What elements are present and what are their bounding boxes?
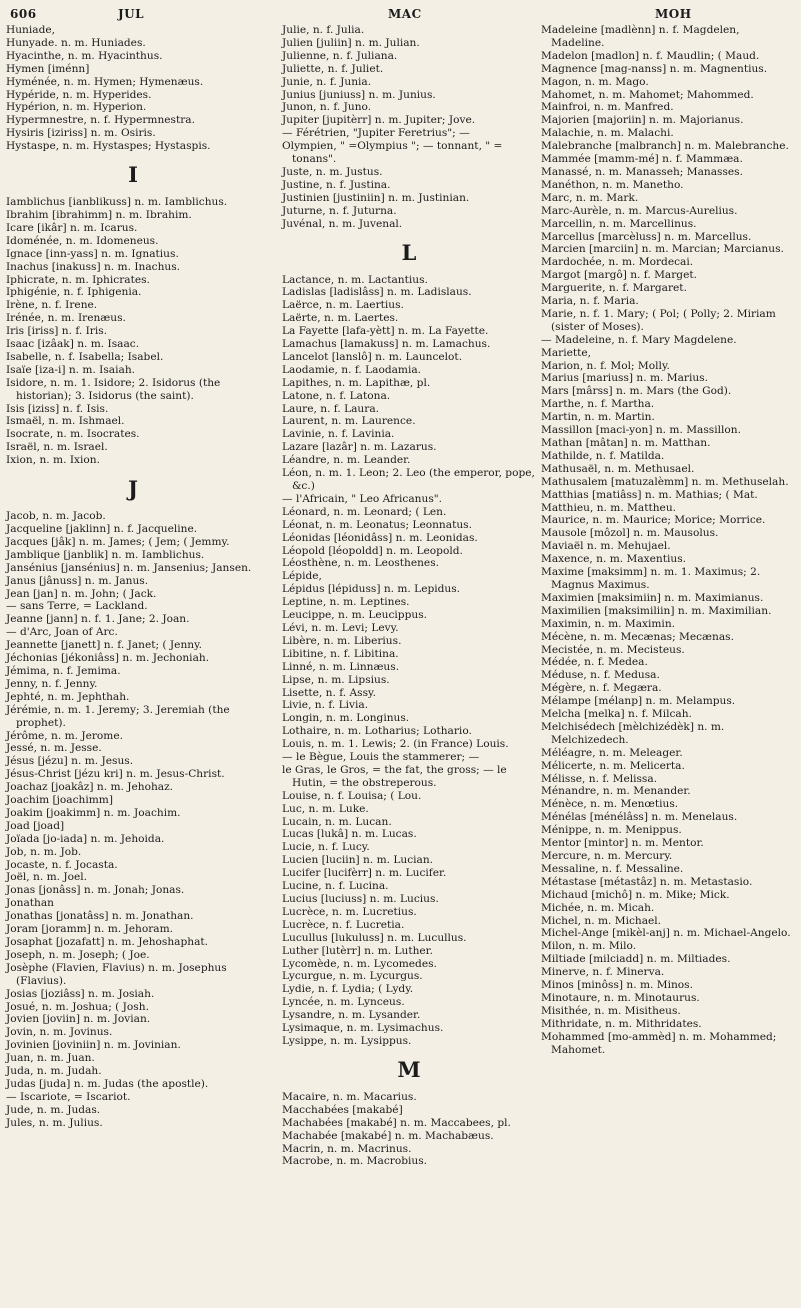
dictionary-entry: Melcha [melka] n. f. Milcah. xyxy=(541,708,692,721)
dictionary-entry: Mathusalem [matuzalèmm] n. m. Methuselah. xyxy=(541,475,789,488)
dictionary-entry: Miltiade [milciadd] n. m. Miltiades. xyxy=(541,953,731,966)
dictionary-entry: Isaac [izâak] n. m. Isaac. xyxy=(6,338,140,351)
dictionary-entry: Jamblique [janblik] n. m. Iamblichus. xyxy=(6,548,205,561)
dictionary-entry: — d'Arc, Joan of Arc. xyxy=(6,626,118,639)
dictionary-entry: Janus [jânuss] n. m. Janus. xyxy=(6,574,149,587)
dictionary-entry: Michel-Ange [mikèl-anj] n. m. Michael-Angelo. xyxy=(541,927,791,940)
dictionary-entry: Métastase [métastâz] n. m. Metastasio. xyxy=(541,875,753,888)
dictionary-entry: Mélampe [mélanp] n. m. Melampus. xyxy=(541,695,736,708)
dictionary-entry: Luc, n. m. Luke. xyxy=(282,802,369,815)
page-number: 606 xyxy=(10,7,37,21)
dictionary-entry: Latone, n. f. Latona. xyxy=(282,389,391,402)
dictionary-entry: Ignace [inn-yass] n. m. Ignatius. xyxy=(6,247,179,260)
dictionary-entry: Jeannette [janett] n. f. Janet; ( Jenny. xyxy=(6,639,203,652)
dictionary-entry: — sans Terre, = Lackland. xyxy=(6,600,148,613)
dictionary-entry: Jeanne [jann] n. f. 1. Jane; 2. Joan. xyxy=(6,613,190,626)
dictionary-entry: Mathan [mâtan] n. m. Matthan. xyxy=(541,437,711,449)
dictionary-entry: Mausole [môzol] n. m. Mausolus. xyxy=(541,527,719,540)
dictionary-entry: Minos [minôss] n. m. Minos. xyxy=(541,979,693,992)
dictionary-entry: Lucien [luciin] n. m. Lucian. xyxy=(282,854,434,867)
dictionary-entry: Lépidus [lépiduss] n. m. Lepidus. xyxy=(282,583,461,596)
dictionary-entry: Jéchonias [jékoniâss] n. m. Jechoniah. xyxy=(6,652,210,665)
dictionary-entry: Léopold [léopoldd] n. m. Leopold. xyxy=(282,544,463,557)
dictionary-entry: Maurice, n. m. Maurice; Morice; Morrice. xyxy=(541,514,766,527)
dictionary-entry: Josué, n. m. Joshua; ( Josh. xyxy=(6,1000,149,1013)
dictionary-entry: Jenny, n. f. Jenny. xyxy=(6,677,98,690)
dictionary-entry: Jacqueline [jaklinn] n. f. Jacqueline. xyxy=(6,523,198,535)
dictionary-entry: Léonat, n. m. Leonatus; Leonnatus. xyxy=(282,518,472,531)
dictionary-entry: Juda, n. m. Judah. xyxy=(6,1065,102,1078)
dictionary-entry: Mammée [mamm-mé] n. f. Mammæa. xyxy=(541,153,743,166)
dictionary-entry: Julie, n. f. Julia. xyxy=(282,24,365,36)
dictionary-entry: Maximien [maksimiin] n. m. Maximianus. xyxy=(541,591,764,604)
dictionary-entry: Judas [juda] n. m. Judas (the apostle). xyxy=(6,1077,209,1090)
dictionary-entry: Marc-Aurèle, n. m. Marcus-Aurelius. xyxy=(541,204,738,217)
dictionary-entry: Malebranche [malbranch] n. m. Malebranche. xyxy=(541,140,789,153)
dictionary-entry: Mégère, n. f. Megæra. xyxy=(541,682,662,695)
dictionary-entry: Josaphat [jozafatt] n. m. Jehoshaphat. xyxy=(6,936,209,948)
dictionary-entry: Inachus [inakuss] n. m. Inachus. xyxy=(6,260,181,273)
dictionary-entry: Jérémie, n. m. 1. Jeremy; 3. Jeremiah (the prophet). xyxy=(6,703,230,729)
dictionary-entry: Magnence [mag-nanss] n. m. Magnentius. xyxy=(541,62,768,75)
dictionary-entry: Jérôme, n. m. Jerome. xyxy=(6,729,123,742)
dictionary-entry: Lévi, n. m. Levi; Levy. xyxy=(282,621,399,634)
dictionary-entry: Mainfroi, n. m. Manfred. xyxy=(541,101,674,114)
dictionary-entry: Jules, n. m. Julius. xyxy=(6,1116,103,1129)
dictionary-entry: Mohammed [mo-ammèd] n. m. Mohammed; Mahomet. xyxy=(541,1030,777,1056)
dictionary-entry: Jean [jan] n. m. John; ( Jack. xyxy=(6,587,157,600)
column-left xyxy=(6,24,260,1130)
dictionary-entry: Joram [joramm] n. m. Jehoram. xyxy=(6,923,174,936)
dictionary-entry: Jésus-Christ [jézu kri] n. m. Jesus-Christ. xyxy=(6,768,225,781)
dictionary-entry: Lysippe, n. m. Lysippus. xyxy=(282,1034,412,1047)
dictionary-entry: Lucain, n. m. Lucan. xyxy=(282,815,392,828)
dictionary-entry: Marcellin, n. m. Marcellinus. xyxy=(541,217,697,230)
dictionary-entry: Jonas [jonâss] n. m. Jonah; Jonas. xyxy=(6,884,185,897)
dictionary-entry: Laërte, n. m. Laertes. xyxy=(282,312,399,325)
dictionary-entry: Mélisse, n. f. Melissa. xyxy=(541,772,658,785)
dictionary-entry: Jonathas [jonatâss] n. m. Jonathan. xyxy=(6,910,194,923)
dictionary-entry: Macrobe, n. m. Macrobius. xyxy=(282,1155,427,1168)
dictionary-entry: Jacob, n. m. Jacob. xyxy=(6,510,106,523)
dictionary-entry: Mentor [mintor] n. m. Mentor. xyxy=(541,837,704,850)
dictionary-entry: Majorien [majoriin] n. m. Majorianus. xyxy=(541,114,744,127)
dictionary-entry: Josèphe (Flavien, Flavius) n. m. Josephus (Flavius). xyxy=(6,961,227,987)
dictionary-entry: Hypermnestre, n. f. Hypermnestra. xyxy=(6,114,195,127)
dictionary-entry: Jessé, n. m. Jesse. xyxy=(6,742,102,755)
dictionary-entry: Marc, n. m. Mark. xyxy=(541,191,639,204)
dictionary-entry: Jude, n. m. Judas. xyxy=(6,1103,101,1116)
dictionary-entry: La Fayette [lafa-yètt] n. m. La Fayette. xyxy=(282,325,489,338)
dictionary-entry: Iphicrate, n. m. Iphicrates. xyxy=(6,273,150,286)
dictionary-entry: Jupiter [jupitèrr] n. m. Jupiter; Jove. xyxy=(282,114,476,127)
dictionary-entry: Lamachus [lamakuss] n. m. Lamachus. xyxy=(282,338,491,351)
dictionary-entry: Iamblichus [ianblikuss] n. m. Iamblichus. xyxy=(6,196,228,209)
dictionary-entry: Lucius [luciuss] n. m. Lucius. xyxy=(282,893,439,905)
dictionary-entry: Mardochée, n. m. Mordecai. xyxy=(541,256,694,269)
dictionary-entry: Lépide, xyxy=(282,570,322,583)
dictionary-entry: Leptine, n. m. Leptines. xyxy=(282,596,410,609)
dictionary-entry: Lucie, n. f. Lucy. xyxy=(282,841,370,854)
dictionary-entry: Lancelot [lanslô] n. m. Launcelot. xyxy=(282,350,463,363)
dictionary-entry: Mécène, n. m. Mecænas; Mecænas. xyxy=(541,630,734,643)
dictionary-entry: Linné, n. m. Linnæus. xyxy=(282,660,400,673)
dictionary-entry: Mahomet, n. m. Mahomet; Mahommed. xyxy=(541,88,754,101)
dictionary-entry: Messaline, n. f. Messaline. xyxy=(541,862,684,875)
dictionary-entry: Mars [mârss] n. m. Mars (the God). xyxy=(541,385,732,398)
section-letter: M xyxy=(397,1056,421,1082)
dictionary-entry: Léosthène, n. m. Leosthenes. xyxy=(282,557,439,570)
dictionary-entry: — Férétrien, "Jupiter Feretrius"; — xyxy=(282,127,470,140)
section-letter: I xyxy=(128,162,138,188)
dictionary-entry: Idoménée, n. m. Idomeneus. xyxy=(6,234,159,247)
dictionary-entry: Joad [joad] xyxy=(6,819,65,832)
column-right xyxy=(541,24,796,1057)
dictionary-entry: Jésus [jézu] n. m. Jesus. xyxy=(6,755,134,768)
dictionary-entry: Marcellus [marcèluss] n. m. Marcellus. xyxy=(541,230,752,243)
dictionary-entry: Mariette, xyxy=(541,346,592,359)
dictionary-entry: Justine, n. f. Justina. xyxy=(282,178,391,191)
dictionary-entry: Léon, n. m. 1. Leon; 2. Leo (the emperor, pope, &c.) xyxy=(282,467,535,492)
dictionary-entry: Méléagre, n. m. Meleager. xyxy=(541,746,683,759)
dictionary-entry: Léonidas [léonidâss] n. m. Leonidas. xyxy=(282,531,478,544)
dictionary-entry: Lucifer [lucifèrr] n. m. Lucifer. xyxy=(282,867,447,880)
dictionary-entry: Jacques [jâk] n. m. James; ( Jem; ( Jemmy. xyxy=(6,535,230,548)
dictionary-entry: Hyménée, n. m. Hymen; Hymenæus. xyxy=(6,75,204,88)
dictionary-entry: Mithridate, n. m. Mithridates. xyxy=(541,1017,702,1030)
dictionary-entry: Livie, n. f. Livia. xyxy=(282,699,369,712)
dictionary-entry: Isaïe [iza-i] n. m. Isaiah. xyxy=(6,363,136,376)
dictionary-entry: Ménélas [ménélâss] n. m. Menelaus. xyxy=(541,811,738,824)
dictionary-entry: Laërce, n. m. Laertius. xyxy=(282,299,404,312)
dictionary-entry: Machabées [makabé] n. m. Maccabees, pl. xyxy=(282,1116,511,1129)
dictionary-entry: — Madeleine, n. f. Mary Magdelene. xyxy=(541,333,737,346)
dictionary-entry: Melchisédech [mèlchizédèk] n. m. Melchizedech. xyxy=(541,720,725,746)
section-letter: J xyxy=(128,476,138,502)
dictionary-entry: Minotaure, n. m. Minotaurus. xyxy=(541,991,700,1004)
dictionary-entry: Lysandre, n. m. Lysander. xyxy=(282,1009,421,1022)
dictionary-entry: Jovien [joviin] n. m. Jovian. xyxy=(6,1013,151,1026)
dictionary-entry: Lavinie, n. f. Lavinia. xyxy=(282,428,395,441)
dictionary-entry: Lucrèce, n. f. Lucretia. xyxy=(282,918,405,931)
dictionary-entry: Macrin, n. m. Macrinus. xyxy=(282,1142,412,1155)
dictionary-entry: Joseph, n. m. Joseph; ( Joe. xyxy=(6,948,150,961)
dictionary-entry: Joakim [joakimm] n. m. Joachim. xyxy=(6,806,181,819)
dictionary-entry: Justinien [justiniin] n. m. Justinian. xyxy=(282,191,470,204)
dictionary-entry: Lactance, n. m. Lactantius. xyxy=(282,273,428,286)
dictionary-entry: Isocrate, n. m. Isocrates. xyxy=(6,428,140,441)
dictionary-entry: — le Bègue, Louis the stammerer; — xyxy=(282,751,480,764)
dictionary-entry: Marthe, n. f. Martha. xyxy=(541,398,655,411)
dictionary-entry: Misithée, n. m. Misitheus. xyxy=(541,1004,681,1017)
dictionary-entry: Ismaël, n. m. Ishmael. xyxy=(6,415,125,428)
dictionary-entry: Maviaël n. m. Mehujael. xyxy=(541,540,671,553)
dictionary-entry: Laodamie, n. f. Laodamia. xyxy=(282,363,422,376)
dictionary-entry: Ibrahim [ibrahimm] n. m. Ibrahim. xyxy=(6,208,192,221)
dictionary-entry: Jonathan xyxy=(6,897,54,910)
dictionary-entry: Matthieu, n. m. Mattheu. xyxy=(541,501,677,514)
dictionary-entry: Ixion, n. m. Ixion. xyxy=(6,454,100,467)
dictionary-entry: — Iscariote, = Iscariot. xyxy=(6,1090,131,1103)
dictionary-entry: Jocaste, n. f. Jocasta. xyxy=(6,858,118,871)
dictionary-entry: Josias [joziâss] n. m. Josiah. xyxy=(6,987,155,1000)
dictionary-entry: Israël, n. m. Israel. xyxy=(6,441,108,454)
dictionary-entry: Martin, n. m. Martin. xyxy=(541,411,655,424)
dictionary-entry: Lyncée, n. m. Lynceus. xyxy=(282,996,405,1009)
dictionary-entry: Louise, n. f. Louisa; ( Lou. xyxy=(282,789,422,802)
dictionary-entry: Mercure, n. m. Mercury. xyxy=(541,850,673,862)
dictionary-entry: Juturne, n. f. Juturna. xyxy=(282,204,397,217)
dictionary-entry: Hyacinthe, n. m. Hyacinthus. xyxy=(6,49,163,62)
dictionary-entry: Massillon [maci-yon] n. m. Massillon. xyxy=(541,424,741,437)
dictionary-entry: Machabée [makabé] n. m. Machabæus. xyxy=(282,1129,494,1142)
dictionary-entry: Milon, n. m. Milo. xyxy=(541,940,637,953)
dictionary-entry: Joachim [joachimm] xyxy=(6,794,113,807)
dictionary-entry: Louis, n. m. 1. Lewis; 2. (in France) Louis. xyxy=(282,738,509,751)
dictionary-entry: Lazare [lazâr] n. m. Lazarus. xyxy=(282,441,437,454)
dictionary-entry: Isabelle, n. f. Isabella; Isabel. xyxy=(6,350,164,363)
dictionary-entry: Ladislas [ladislâss] n. m. Ladislaus. xyxy=(282,286,472,299)
dictionary-entry: Lipse, n. m. Lipsius. xyxy=(282,673,390,686)
dictionary-entry: Mathilde, n. f. Matilda. xyxy=(541,449,665,462)
dictionary-entry: Mathusaël, n. m. Methusael. xyxy=(541,462,695,475)
dictionary-entry: Manassé, n. m. Manasseh; Manasses. xyxy=(541,165,743,178)
dictionary-entry: Michée, n. m. Micah. xyxy=(541,901,655,914)
dictionary-entry: Michel, n. m. Michael. xyxy=(541,914,662,927)
dictionary-entry: Mecistée, n. m. Mecisteus. xyxy=(541,643,685,656)
dictionary-entry: Longin, n. m. Longinus. xyxy=(282,712,410,725)
dictionary-entry: Maxence, n. m. Maxentius. xyxy=(541,553,687,566)
dictionary-entry: Joïada [jo-iada] n. m. Jehoida. xyxy=(6,832,165,845)
dictionary-entry: le Gras, le Gros, = the fat, the gross; — le Hutin, = the obstreperous. xyxy=(282,763,507,789)
dictionary-entry: Hunyade. n. m. Huniades. xyxy=(6,36,146,49)
dictionary-entry: Hysiris [iziriss] n. m. Osiris. xyxy=(6,127,156,140)
dictionary-entry: Junon, n. f. Juno. xyxy=(282,101,372,114)
column-middle xyxy=(282,24,536,1168)
dictionary-entry: Maxime [maksimm] n. m. 1. Maximus; 2. Magnus Maximus. xyxy=(541,566,761,591)
dictionary-entry: Jémima, n. f. Jemima. xyxy=(6,664,121,677)
dictionary-entry: Marion, n. f. Mol; Molly. xyxy=(541,359,670,372)
dictionary-entry: Hypéride, n. m. Hyperides. xyxy=(6,88,152,101)
dictionary-entry: Lucine, n. f. Lucina. xyxy=(282,880,389,893)
dictionary-entry: Marguerite, n. f. Margaret. xyxy=(541,282,687,295)
dictionary-entry: Juvénal, n. m. Juvenal. xyxy=(282,217,403,230)
dictionary-entry: Michaud [michô] n. m. Mike; Mick. xyxy=(541,888,730,901)
dictionary-entry: Irénée, n. m. Irenæus. xyxy=(6,312,126,325)
dictionary-entry: Matthias [matiâss] n. m. Mathias; ( Mat. xyxy=(541,488,758,501)
dictionary-entry: Joachaz [joakâz] n. m. Jehohaz. xyxy=(6,781,174,794)
dictionary-entry: Lucas [lukâ] n. m. Lucas. xyxy=(282,828,417,841)
dictionary-entry: Julienne, n. f. Juliana. xyxy=(282,49,398,62)
dictionary-entry: Julien [juliin] n. m. Julian. xyxy=(282,36,420,49)
dictionary-entry: Junius [juniuss] n. m. Junius. xyxy=(282,88,436,101)
dictionary-entry: Lucullus [lukuluss] n. m. Lucullus. xyxy=(282,931,467,944)
dictionary-entry: Maximilien [maksimiliin] n. m. Maximilian. xyxy=(541,604,772,617)
running-head-center: MAC xyxy=(388,7,422,21)
dictionary-entry: Léandre, n. m. Leander. xyxy=(282,454,411,467)
dictionary-entry: Joël, n. m. Joel. xyxy=(6,871,88,884)
dictionary-entry: Libère, n. m. Liberius. xyxy=(282,634,402,647)
dictionary-entry: Madeleine [madlènn] n. f. Magdelen, Madeline. xyxy=(541,24,740,49)
dictionary-entry: Hypérion, n. m. Hyperion. xyxy=(6,101,147,114)
dictionary-entry: Icare [ikâr] n. m. Icarus. xyxy=(6,221,138,234)
dictionary-entry: Lucrèce, n. m. Lucretius. xyxy=(282,905,417,918)
dictionary-entry: Hymen [iménn] xyxy=(6,62,90,75)
dictionary-entry: Isidore, n. m. 1. Isidore; 2. Isidorus (the historian); 3. Isidorus (the saint). xyxy=(6,376,221,402)
dictionary-entry: Marie, n. f. 1. Mary; ( Pol; ( Polly; 2. Miriam (sister of Moses). xyxy=(541,307,776,333)
dictionary-entry: Lapithes, n. m. Lapithæ, pl. xyxy=(282,376,431,389)
dictionary-entry: Iris [iriss] n. f. Iris. xyxy=(6,325,108,338)
dictionary-entry: Macaire, n. m. Macarius. xyxy=(282,1090,417,1103)
dictionary-entry: Maximin, n. m. Maximin. xyxy=(541,617,676,630)
dictionary-entry: Olympien, " =Olympius "; — tonnant, " = tonans". xyxy=(282,140,503,166)
dictionary-entry: Minerve, n. f. Minerva. xyxy=(541,966,665,979)
dictionary-entry: Junie, n. f. Junia. xyxy=(282,75,372,88)
dictionary-entry: Huniade, xyxy=(6,24,56,36)
dictionary-entry: Lydie, n. f. Lydia; ( Lydy. xyxy=(282,983,414,996)
dictionary-entry: Macchabées [makabé] xyxy=(282,1103,403,1116)
dictionary-entry: Juliette, n. f. Juliet. xyxy=(282,62,384,75)
dictionary-entry: Malachie, n. m. Malachi. xyxy=(541,127,674,140)
dictionary-entry: — l'Africain, " Leo Africanus". xyxy=(282,492,442,505)
running-head-left: JUL xyxy=(118,7,145,21)
dictionary-entry: Lothaire, n. m. Lotharius; Lothario. xyxy=(282,725,472,738)
dictionary-entry: Libitine, n. f. Libitina. xyxy=(282,647,399,660)
dictionary-entry: Mélicerte, n. m. Melicerta. xyxy=(541,759,685,772)
dictionary-entry: Laure, n. f. Laura. xyxy=(282,402,379,415)
dictionary-entry: Ménippe, n. m. Menippus. xyxy=(541,824,682,837)
dictionary-entry: Lysimaque, n. m. Lysimachus. xyxy=(282,1022,444,1035)
dictionary-entry: Leucippe, n. m. Leucippus. xyxy=(282,609,427,622)
running-head-right: MOH xyxy=(655,7,692,21)
dictionary-entry: Isis [iziss] n. f. Isis. xyxy=(6,402,109,415)
dictionary-entry: Lisette, n. f. Assy. xyxy=(282,686,376,699)
dictionary-entry: Maria, n. f. Maria. xyxy=(541,295,639,308)
dictionary-entry: Ménèce, n. m. Menœtius. xyxy=(541,798,679,811)
dictionary-entry: Madelon [madlon] n. f. Maudlin; ( Maud. xyxy=(541,49,760,62)
dictionary-entry: Juste, n. m. Justus. xyxy=(282,165,383,178)
dictionary-entry: Médée, n. f. Medea. xyxy=(541,656,648,669)
dictionary-entry: Jovin, n. m. Jovinus. xyxy=(6,1026,113,1039)
dictionary-entry: Méduse, n. f. Medusa. xyxy=(541,669,660,682)
dictionary-entry: Margot [margô] n. f. Marget. xyxy=(541,269,697,282)
dictionary-entry: Lycurgue, n. m. Lycurgus. xyxy=(282,970,423,983)
dictionary-entry: Luther [lutèrr] n. m. Luther. xyxy=(282,944,433,957)
section-letter: L xyxy=(401,239,417,265)
dictionary-entry: Iphigénie, n. f. Iphigenia. xyxy=(6,286,142,299)
dictionary-entry: Marcien [marciin] n. m. Marcian; Marcianus. xyxy=(541,243,784,256)
dictionary-entry: Magon, n. m. Mago. xyxy=(541,75,649,88)
dictionary-entry: Jovinien [joviniin] n. m. Jovinian. xyxy=(6,1039,181,1052)
dictionary-entry: Juan, n. m. Juan. xyxy=(6,1052,95,1065)
dictionary-entry: Marius [mariuss] n. m. Marius. xyxy=(541,372,708,385)
dictionary-entry: Hystaspe, n. m. Hystaspes; Hystaspis. xyxy=(6,140,211,153)
dictionary-entry: Jansénius [jansénius] n. m. Jansenius; Jansen. xyxy=(6,561,252,574)
dictionary-entry: Jephté, n. m. Jephthah. xyxy=(6,690,130,703)
dictionary-entry: Job, n. m. Job. xyxy=(6,845,82,858)
dictionary-entry: Lycomède, n. m. Lycomedes. xyxy=(282,957,437,970)
dictionary-entry: Irène, n. f. Irene. xyxy=(6,299,98,312)
dictionary-entry: Laurent, n. m. Laurence. xyxy=(282,415,416,428)
dictionary-entry: Ménandre, n. m. Menander. xyxy=(541,785,691,798)
dictionary-entry: Léonard, n. m. Leonard; ( Len. xyxy=(282,505,447,518)
dictionary-entry: Manéthon, n. m. Manetho. xyxy=(541,178,684,191)
